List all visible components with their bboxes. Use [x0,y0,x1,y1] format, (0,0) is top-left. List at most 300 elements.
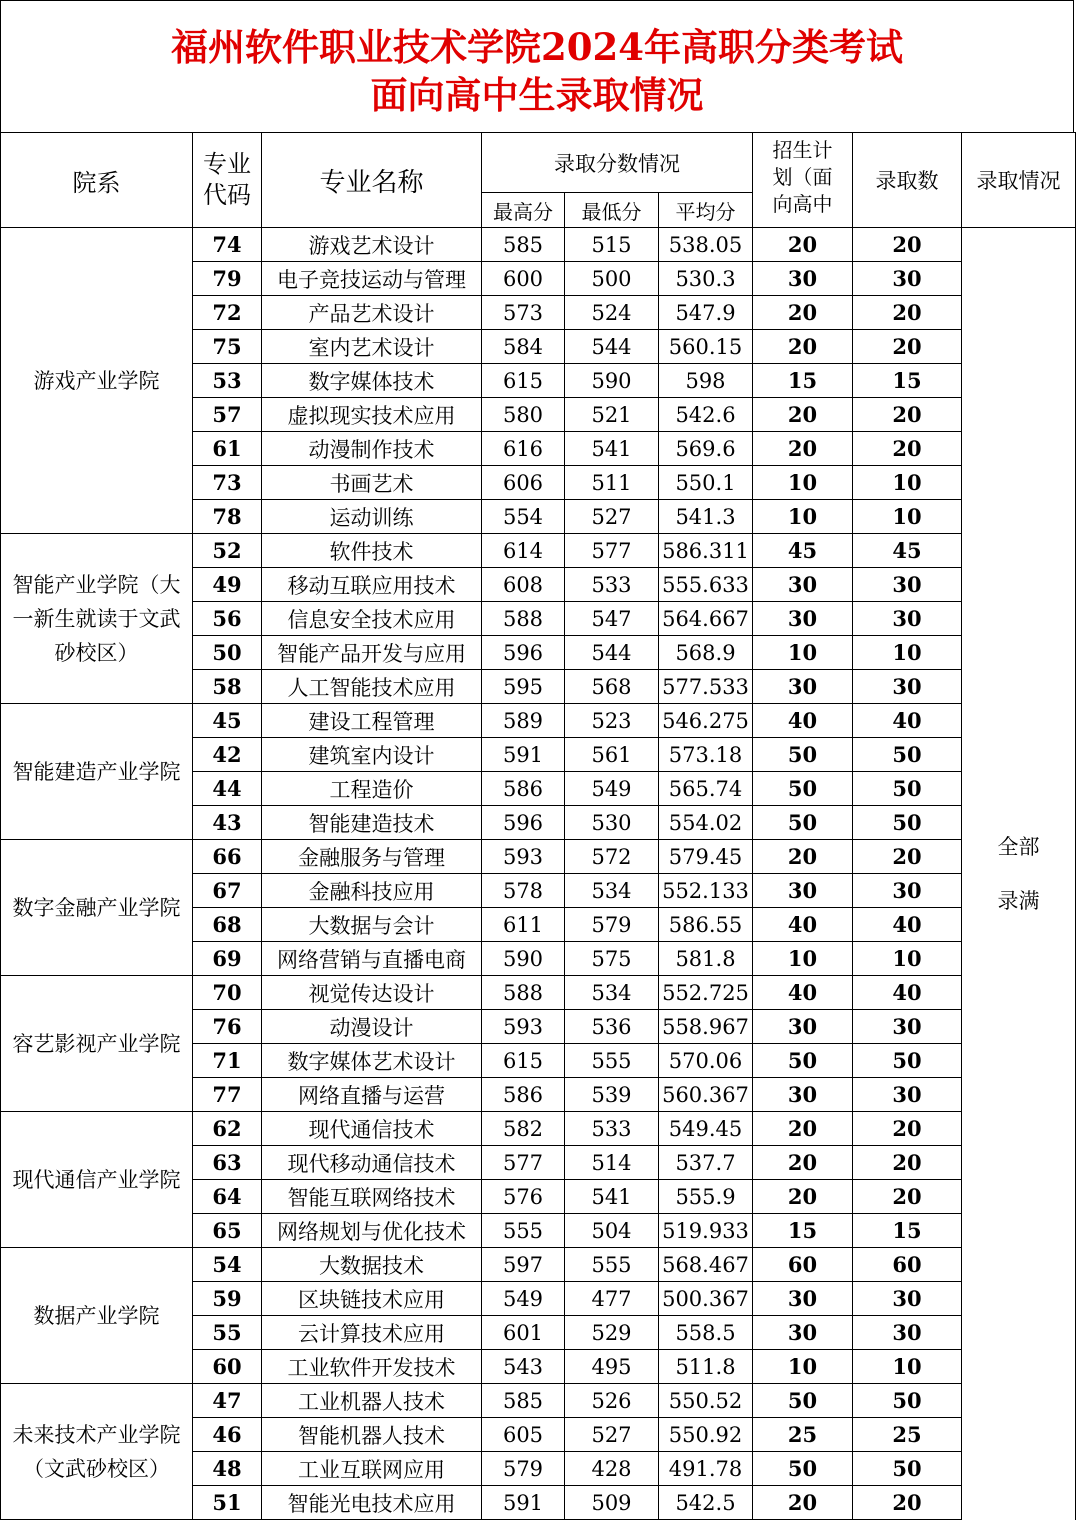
max-score-cell: 585 [482,228,565,262]
plan-cell: 20 [753,296,853,330]
max-score-cell: 573 [482,296,565,330]
header-code-text: 专业代码 [203,150,251,209]
min-score-cell: 526 [565,1384,659,1418]
min-score-cell: 575 [565,942,659,976]
max-score-cell: 577 [482,1146,565,1180]
min-score-cell: 547 [565,602,659,636]
admitted-cell: 50 [853,772,962,806]
major-name-cell: 视觉传达设计 [262,976,482,1010]
avg-score-cell: 550.1 [659,466,753,500]
admitted-cell: 10 [853,466,962,500]
table-row [1,228,1076,262]
avg-score-cell: 542.6 [659,398,753,432]
avg-score-cell: 491.78 [659,1452,753,1486]
code-cell: 68 [193,908,262,942]
major-name-cell: 智能互联网络技术 [262,1180,482,1214]
plan-cell: 40 [753,704,853,738]
admitted-cell: 30 [853,262,962,296]
plan-cell: 20 [753,1112,853,1146]
major-name-cell: 人工智能技术应用 [262,670,482,704]
plan-cell: 30 [753,670,853,704]
min-score-cell: 428 [565,1452,659,1486]
dept-cell: 智能产业学院（大一新生就读于文武砂校区） [1,534,193,704]
plan-cell: 50 [753,1452,853,1486]
major-name-cell: 移动互联应用技术 [262,568,482,602]
plan-cell: 20 [753,1486,853,1520]
code-cell: 70 [193,976,262,1010]
page-subtitle: 面向高中生录取情况 [370,73,704,117]
code-cell: 45 [193,704,262,738]
plan-cell: 30 [753,568,853,602]
max-score-cell: 582 [482,1112,565,1146]
plan-cell: 50 [753,738,853,772]
admitted-cell: 20 [853,1180,962,1214]
table-row [1,534,1076,568]
min-score-cell: 590 [565,364,659,398]
admitted-cell: 20 [853,1146,962,1180]
table-body [1,228,1076,1520]
plan-cell: 45 [753,534,853,568]
dept-cell: 现代通信产业学院 [1,1112,193,1248]
min-score-cell: 495 [565,1350,659,1384]
min-score-cell: 541 [565,432,659,466]
min-score-cell: 527 [565,500,659,534]
code-cell: 60 [193,1350,262,1384]
code-cell: 76 [193,1010,262,1044]
major-name-cell: 金融服务与管理 [262,840,482,874]
avg-score-cell: 530.3 [659,262,753,296]
code-cell: 56 [193,602,262,636]
admitted-cell: 20 [853,296,962,330]
max-score-cell: 600 [482,262,565,296]
major-name-cell: 数字媒体技术 [262,364,482,398]
avg-score-cell: 598 [659,364,753,398]
min-score-cell: 572 [565,840,659,874]
min-score-cell: 527 [565,1418,659,1452]
avg-score-cell: 586.55 [659,908,753,942]
code-cell: 46 [193,1418,262,1452]
major-name-cell: 数字媒体艺术设计 [262,1044,482,1078]
table-row [1,704,1076,738]
code-cell: 55 [193,1316,262,1350]
admitted-cell: 10 [853,1350,962,1384]
min-score-cell: 555 [565,1044,659,1078]
min-score-cell: 539 [565,1078,659,1112]
code-cell: 42 [193,738,262,772]
max-score-cell: 611 [482,908,565,942]
admitted-cell: 30 [853,670,962,704]
admitted-cell: 20 [853,432,962,466]
max-score-cell: 579 [482,1452,565,1486]
min-score-cell: 533 [565,568,659,602]
header-avg: 平均分 [659,193,753,228]
min-score-cell: 555 [565,1248,659,1282]
admitted-cell: 30 [853,568,962,602]
max-score-cell: 586 [482,772,565,806]
admitted-cell: 50 [853,806,962,840]
plan-cell: 30 [753,1078,853,1112]
admitted-cell: 10 [853,636,962,670]
max-score-cell: 588 [482,602,565,636]
min-score-cell: 544 [565,636,659,670]
min-score-cell: 514 [565,1146,659,1180]
max-score-cell: 608 [482,568,565,602]
dept-cell: 数据产业学院 [1,1248,193,1384]
major-name-cell: 智能产品开发与应用 [262,636,482,670]
avg-score-cell: 550.52 [659,1384,753,1418]
major-name-cell: 信息安全技术应用 [262,602,482,636]
code-cell: 74 [193,228,262,262]
major-name-cell: 智能光电技术应用 [262,1486,482,1520]
header-score-group: 录取分数情况 [482,133,753,193]
max-score-cell: 597 [482,1248,565,1282]
admitted-cell: 60 [853,1248,962,1282]
plan-cell: 10 [753,1350,853,1384]
plan-cell: 25 [753,1418,853,1452]
avg-score-cell: 542.5 [659,1486,753,1520]
avg-score-cell: 568.467 [659,1248,753,1282]
min-score-cell: 521 [565,398,659,432]
avg-score-cell: 552.133 [659,874,753,908]
plan-cell: 10 [753,466,853,500]
min-score-cell: 477 [565,1282,659,1316]
max-score-cell: 614 [482,534,565,568]
avg-score-cell: 558.5 [659,1316,753,1350]
max-score-cell: 554 [482,500,565,534]
admitted-cell: 30 [853,602,962,636]
min-score-cell: 561 [565,738,659,772]
plan-cell: 50 [753,1384,853,1418]
major-name-cell: 大数据与会计 [262,908,482,942]
avg-score-cell: 547.9 [659,296,753,330]
admitted-cell: 20 [853,840,962,874]
major-name-cell: 工业软件开发技术 [262,1350,482,1384]
major-name-cell: 网络直播与运营 [262,1078,482,1112]
table-row [1,840,1076,874]
admitted-cell: 30 [853,1078,962,1112]
admitted-cell: 40 [853,908,962,942]
code-cell: 62 [193,1112,262,1146]
max-score-cell: 590 [482,942,565,976]
plan-cell: 20 [753,432,853,466]
max-score-cell: 589 [482,704,565,738]
min-score-cell: 544 [565,330,659,364]
avg-score-cell: 581.8 [659,942,753,976]
admitted-cell: 15 [853,364,962,398]
admitted-cell: 50 [853,1384,962,1418]
code-cell: 61 [193,432,262,466]
header-admitted: 录取数 [853,133,962,228]
code-cell: 43 [193,806,262,840]
code-cell: 54 [193,1248,262,1282]
code-cell: 50 [193,636,262,670]
plan-cell: 20 [753,228,853,262]
min-score-cell: 524 [565,296,659,330]
plan-cell: 40 [753,976,853,1010]
plan-cell: 20 [753,1180,853,1214]
major-name-cell: 工业互联网应用 [262,1452,482,1486]
avg-score-cell: 573.18 [659,738,753,772]
max-score-cell: 595 [482,670,565,704]
max-score-cell: 596 [482,806,565,840]
page-title: 福州软件职业技术学院2024年高职分类考试 [171,25,903,69]
min-score-cell: 536 [565,1010,659,1044]
avg-score-cell: 569.6 [659,432,753,466]
avg-score-cell: 558.967 [659,1010,753,1044]
code-cell: 67 [193,874,262,908]
plan-cell: 30 [753,1010,853,1044]
max-score-cell: 576 [482,1180,565,1214]
major-name-cell: 室内艺术设计 [262,330,482,364]
max-score-cell: 555 [482,1214,565,1248]
major-name-cell: 网络规划与优化技术 [262,1214,482,1248]
avg-score-cell: 565.74 [659,772,753,806]
admission-table [0,132,1076,1520]
header-status: 录取情况 [962,133,1076,228]
code-cell: 48 [193,1452,262,1486]
avg-score-cell: 519.933 [659,1214,753,1248]
plan-cell: 20 [753,398,853,432]
major-name-cell: 建筑室内设计 [262,738,482,772]
avg-score-cell: 586.311 [659,534,753,568]
dept-cell: 游戏产业学院 [1,228,193,534]
code-cell: 65 [193,1214,262,1248]
avg-score-cell: 500.367 [659,1282,753,1316]
major-name-cell: 大数据技术 [262,1248,482,1282]
admitted-cell: 10 [853,942,962,976]
max-score-cell: 580 [482,398,565,432]
max-score-cell: 591 [482,738,565,772]
min-score-cell: 577 [565,534,659,568]
status-text: 全部录满 [997,834,1040,913]
plan-cell: 20 [753,1146,853,1180]
admitted-cell: 40 [853,976,962,1010]
max-score-cell: 584 [482,330,565,364]
avg-score-cell: 560.15 [659,330,753,364]
min-score-cell: 523 [565,704,659,738]
max-score-cell: 585 [482,1384,565,1418]
major-name-cell: 动漫设计 [262,1010,482,1044]
header-name: 专业名称 [262,133,482,228]
admitted-cell: 25 [853,1418,962,1452]
major-name-cell: 工程造价 [262,772,482,806]
admitted-cell: 40 [853,704,962,738]
code-cell: 73 [193,466,262,500]
code-cell: 57 [193,398,262,432]
plan-cell: 10 [753,942,853,976]
avg-score-cell: 577.533 [659,670,753,704]
max-score-cell: 578 [482,874,565,908]
admitted-cell: 50 [853,738,962,772]
avg-score-cell: 560.367 [659,1078,753,1112]
admitted-cell: 20 [853,330,962,364]
major-name-cell: 建设工程管理 [262,704,482,738]
code-cell: 71 [193,1044,262,1078]
avg-score-cell: 550.92 [659,1418,753,1452]
plan-cell: 60 [753,1248,853,1282]
code-cell: 49 [193,568,262,602]
admitted-cell: 10 [853,500,962,534]
min-score-cell: 579 [565,908,659,942]
avg-score-cell: 552.725 [659,976,753,1010]
avg-score-cell: 538.05 [659,228,753,262]
code-cell: 47 [193,1384,262,1418]
min-score-cell: 530 [565,806,659,840]
dept-cell: 数字金融产业学院 [1,840,193,976]
avg-score-cell: 555.633 [659,568,753,602]
avg-score-cell: 554.02 [659,806,753,840]
avg-score-cell: 511.8 [659,1350,753,1384]
major-name-cell: 游戏艺术设计 [262,228,482,262]
code-cell: 63 [193,1146,262,1180]
plan-cell: 30 [753,1282,853,1316]
avg-score-cell: 555.9 [659,1180,753,1214]
min-score-cell: 500 [565,262,659,296]
table-row [1,976,1076,1010]
plan-cell: 30 [753,874,853,908]
major-name-cell: 网络营销与直播电商 [262,942,482,976]
plan-cell: 20 [753,330,853,364]
min-score-cell: 534 [565,874,659,908]
max-score-cell: 605 [482,1418,565,1452]
min-score-cell: 533 [565,1112,659,1146]
dept-cell: 未来技术产业学院（文武砂校区） [1,1384,193,1520]
code-cell: 64 [193,1180,262,1214]
plan-cell: 15 [753,364,853,398]
avg-score-cell: 537.7 [659,1146,753,1180]
major-name-cell: 工业机器人技术 [262,1384,482,1418]
admitted-cell: 30 [853,1316,962,1350]
table-row [1,1248,1076,1282]
plan-cell: 50 [753,806,853,840]
plan-cell: 30 [753,1316,853,1350]
header-min: 最低分 [565,193,659,228]
max-score-cell: 586 [482,1078,565,1112]
min-score-cell: 504 [565,1214,659,1248]
min-score-cell: 529 [565,1316,659,1350]
major-name-cell: 云计算技术应用 [262,1316,482,1350]
major-name-cell: 金融科技应用 [262,874,482,908]
admitted-cell: 30 [853,1282,962,1316]
plan-cell: 10 [753,500,853,534]
avg-score-cell: 579.45 [659,840,753,874]
table-row [1,1384,1076,1418]
admitted-cell: 20 [853,228,962,262]
avg-score-cell: 564.667 [659,602,753,636]
avg-score-cell: 546.275 [659,704,753,738]
max-score-cell: 596 [482,636,565,670]
code-cell: 58 [193,670,262,704]
min-score-cell: 568 [565,670,659,704]
plan-cell: 15 [753,1214,853,1248]
major-name-cell: 运动训练 [262,500,482,534]
code-cell: 78 [193,500,262,534]
max-score-cell: 615 [482,1044,565,1078]
table-row [1,1112,1076,1146]
admitted-cell: 50 [853,1044,962,1078]
min-score-cell: 549 [565,772,659,806]
max-score-cell: 616 [482,432,565,466]
header-dept: 院系 [1,133,193,228]
dept-cell: 智能建造产业学院 [1,704,193,840]
min-score-cell: 511 [565,466,659,500]
major-name-cell: 电子竞技运动与管理 [262,262,482,296]
major-name-cell: 现代移动通信技术 [262,1146,482,1180]
code-cell: 59 [193,1282,262,1316]
major-name-cell: 虚拟现实技术应用 [262,398,482,432]
code-cell: 52 [193,534,262,568]
admitted-cell: 30 [853,1010,962,1044]
admitted-cell: 20 [853,1112,962,1146]
plan-cell: 30 [753,602,853,636]
dept-cell: 容艺影视产业学院 [1,976,193,1112]
code-cell: 44 [193,772,262,806]
major-name-cell: 书画艺术 [262,466,482,500]
major-name-cell: 软件技术 [262,534,482,568]
admitted-cell: 20 [853,398,962,432]
max-score-cell: 591 [482,1486,565,1520]
status-cell [962,228,1076,1520]
admitted-cell: 30 [853,874,962,908]
code-cell: 51 [193,1486,262,1520]
max-score-cell: 549 [482,1282,565,1316]
title-box [0,0,1074,132]
header-max: 最高分 [482,193,565,228]
header-code [193,133,262,228]
code-cell: 79 [193,262,262,296]
admitted-cell: 20 [853,1486,962,1520]
max-score-cell: 601 [482,1316,565,1350]
major-name-cell: 智能建造技术 [262,806,482,840]
plan-cell: 30 [753,262,853,296]
header-plan-text: 招生计划（面向高中 [772,138,833,216]
min-score-cell: 509 [565,1486,659,1520]
plan-cell: 50 [753,772,853,806]
max-score-cell: 593 [482,1010,565,1044]
max-score-cell: 543 [482,1350,565,1384]
major-name-cell: 动漫制作技术 [262,432,482,466]
max-score-cell: 593 [482,840,565,874]
code-cell: 66 [193,840,262,874]
header-plan [753,133,853,228]
major-name-cell: 区块链技术应用 [262,1282,482,1316]
min-score-cell: 515 [565,228,659,262]
admitted-cell: 45 [853,534,962,568]
avg-score-cell: 541.3 [659,500,753,534]
code-cell: 53 [193,364,262,398]
min-score-cell: 534 [565,976,659,1010]
max-score-cell: 615 [482,364,565,398]
min-score-cell: 541 [565,1180,659,1214]
major-name-cell: 现代通信技术 [262,1112,482,1146]
max-score-cell: 606 [482,466,565,500]
avg-score-cell: 570.06 [659,1044,753,1078]
plan-cell: 40 [753,908,853,942]
admitted-cell: 50 [853,1452,962,1486]
plan-cell: 10 [753,636,853,670]
plan-cell: 20 [753,840,853,874]
major-name-cell: 产品艺术设计 [262,296,482,330]
max-score-cell: 588 [482,976,565,1010]
major-name-cell: 智能机器人技术 [262,1418,482,1452]
code-cell: 77 [193,1078,262,1112]
admitted-cell: 15 [853,1214,962,1248]
code-cell: 69 [193,942,262,976]
code-cell: 75 [193,330,262,364]
avg-score-cell: 568.9 [659,636,753,670]
avg-score-cell: 549.45 [659,1112,753,1146]
code-cell: 72 [193,296,262,330]
